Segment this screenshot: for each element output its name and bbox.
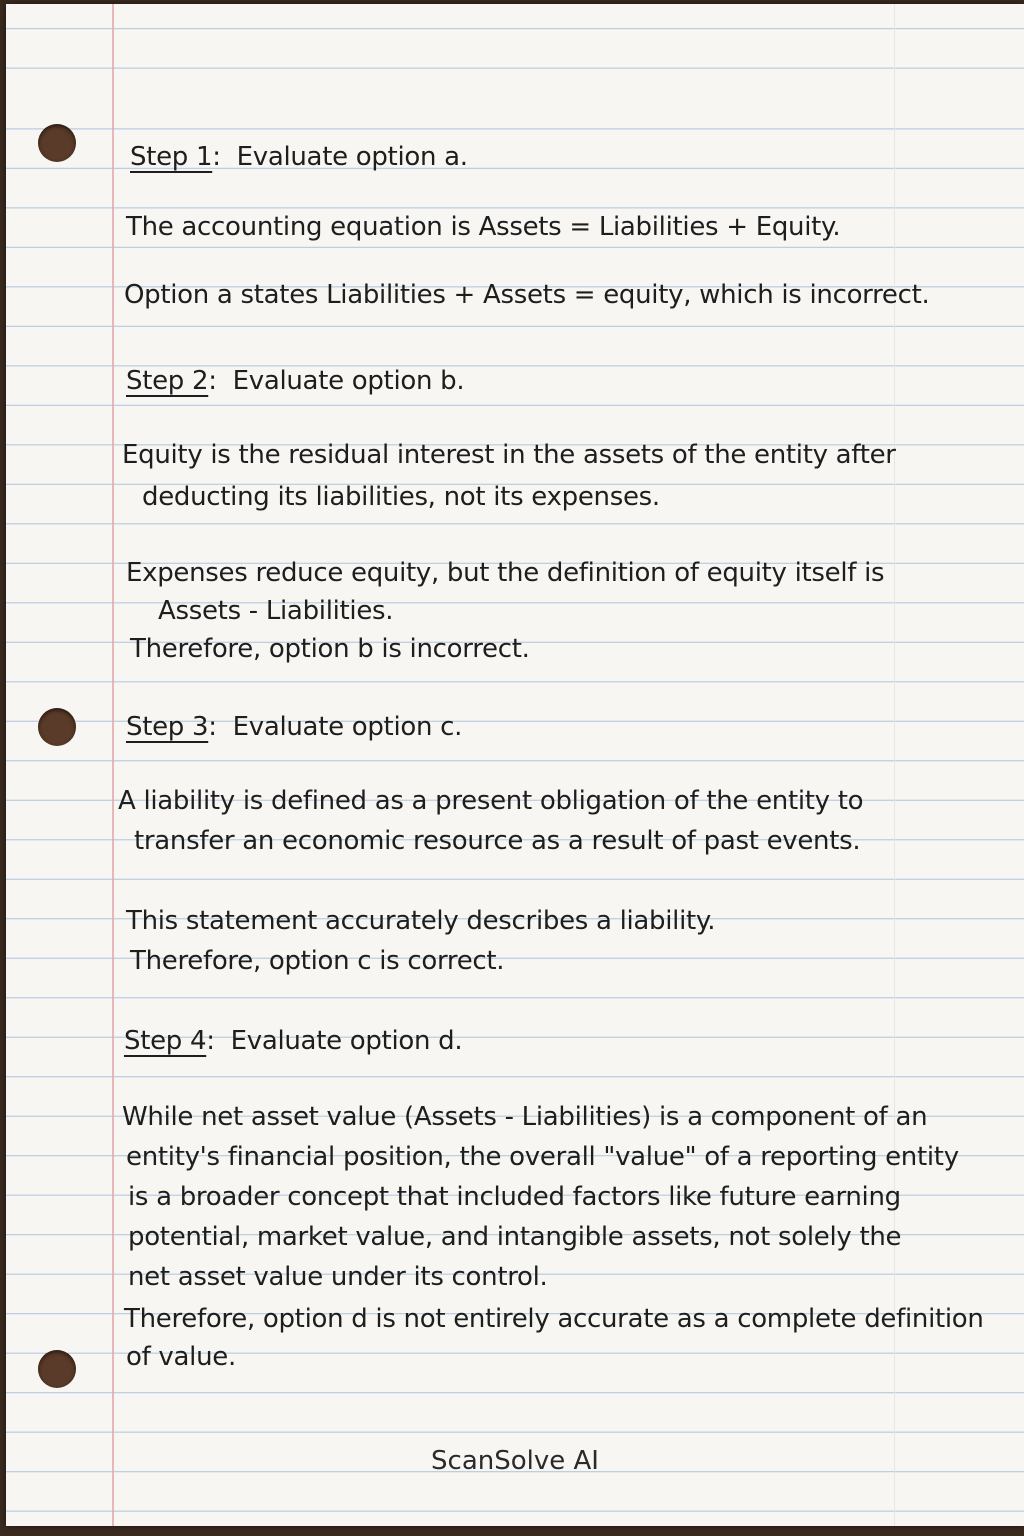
text-line: Assets - Liabilities.: [158, 596, 394, 626]
text-line: transfer an economic resource as a result of past events.: [134, 826, 861, 856]
text-line: Option a states Liabilities + Assets = equity, which is incorrect.: [124, 280, 930, 310]
step-heading: [126, 708, 462, 746]
text-line: Therefore, option b is incorrect.: [130, 634, 530, 664]
step-colon: :: [208, 366, 233, 396]
step-heading: [126, 362, 464, 400]
text-line: Therefore, option c is correct.: [130, 946, 505, 976]
text-line: entity's financial position, the overall "value" of a reporting entity: [126, 1142, 959, 1172]
step-label: Step 2: [126, 366, 209, 396]
step-colon: :: [206, 1026, 231, 1056]
step-label: Step 4: [124, 1026, 207, 1056]
step-title: Evaluate option b.: [232, 366, 465, 396]
text-line: deducting its liabilities, not its expenses.: [142, 482, 660, 512]
step-title: Evaluate option a.: [236, 142, 468, 172]
notebook-page: [6, 4, 1024, 1526]
step-label: Step 1: [130, 142, 213, 172]
text-line: net asset value under its control.: [128, 1262, 548, 1292]
text-line: The accounting equation is Assets = Liabilities + Equity.: [126, 212, 841, 242]
text-line: Therefore, option d is not entirely accurate as a complete definition: [124, 1304, 984, 1334]
step-title: Evaluate option d.: [230, 1026, 463, 1056]
text-line: While net asset value (Assets - Liabilities) is a component of an: [122, 1102, 928, 1132]
right-margin-line: [894, 4, 895, 1526]
text-line: A liability is defined as a present obligation of the entity to: [118, 786, 864, 816]
punch-hole: [38, 708, 76, 746]
margin-line: [112, 4, 114, 1526]
text-line: of value.: [126, 1342, 236, 1372]
footer-brand: ScanSolve AI: [431, 1446, 599, 1476]
text-line: is a broader concept that included factors like future earning: [128, 1182, 901, 1212]
step-title: Evaluate option c.: [232, 712, 463, 742]
step-label: Step 3: [126, 712, 209, 742]
text-line: Equity is the residual interest in the assets of the entity after: [122, 440, 896, 470]
step-colon: :: [208, 712, 233, 742]
step-heading: [130, 138, 468, 176]
text-line: Expenses reduce equity, but the definition of equity itself is: [126, 558, 885, 588]
punch-hole: [38, 124, 76, 162]
text-line: This statement accurately describes a liability.: [126, 906, 716, 936]
punch-hole: [38, 1350, 76, 1388]
text-line: potential, market value, and intangible assets, not solely the: [128, 1222, 902, 1252]
step-colon: :: [212, 142, 237, 172]
step-heading: [124, 1022, 462, 1060]
